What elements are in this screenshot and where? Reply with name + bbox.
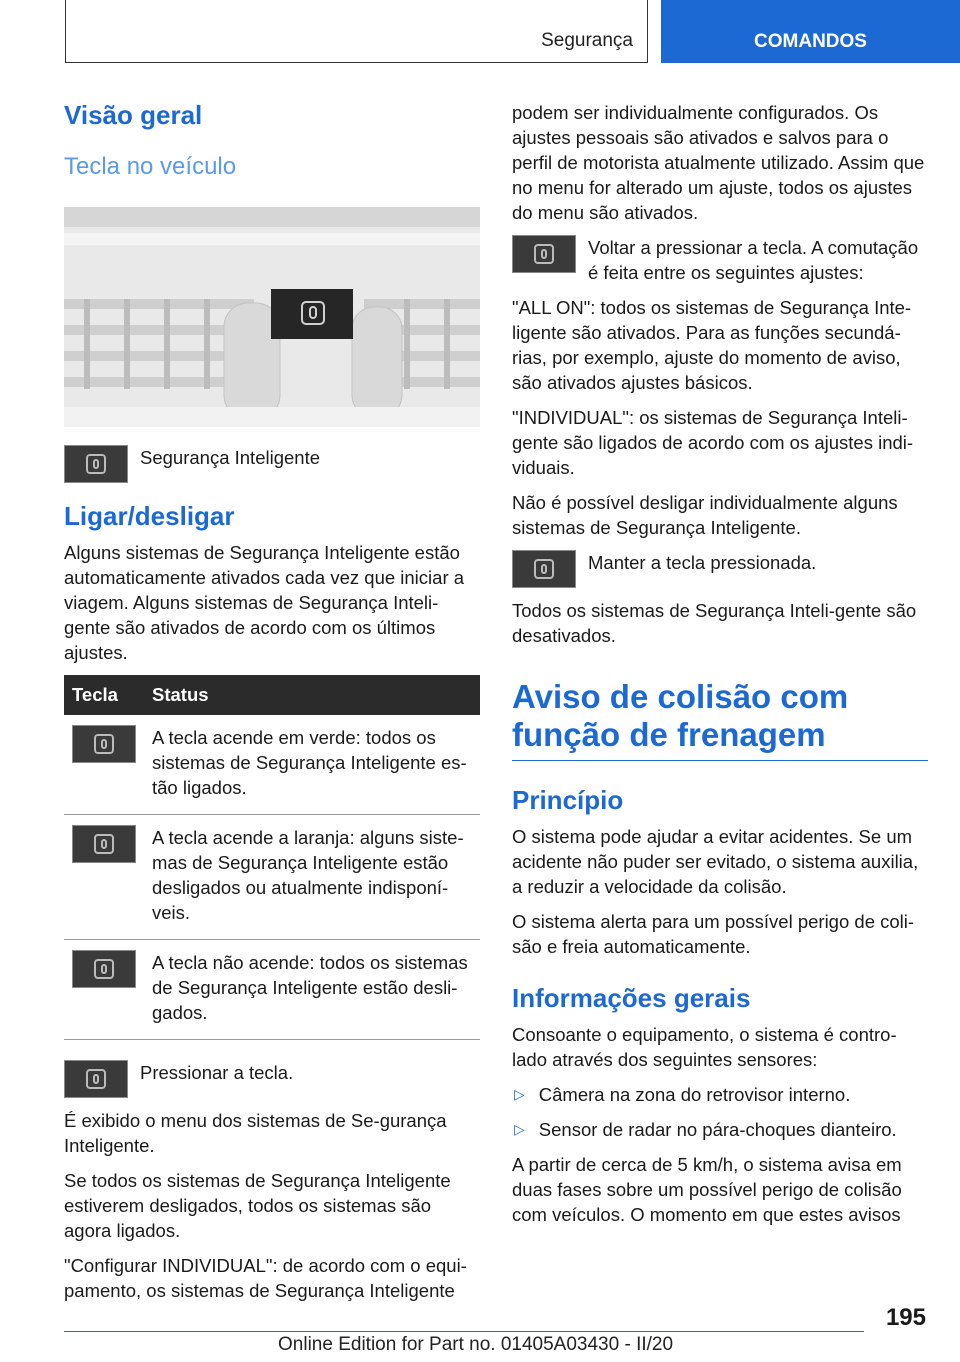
- list-item-text: Câmera na zona do retrovisor interno.: [538, 1084, 851, 1105]
- key-caption: [64, 445, 480, 483]
- header-box: [65, 0, 648, 63]
- paragraph-info-2: A partir de cerca de 5 km/h, o sistema avisa em duas fases sobre um possível perigo de colisão com veículos. O momento em que estes avisos: [512, 1154, 902, 1225]
- press-result: É exibido o menu dos sistemas de Se-gurança Inteligente.: [64, 1110, 447, 1156]
- paragraph-individual-setting: "INDIVIDUAL": os sistemas de Segurança Inteli-gente são ligados de acordo com os ajustes indi-viduais.: [512, 407, 914, 478]
- triangle-bullet-icon: ▷: [514, 1121, 525, 1137]
- table-row: [64, 940, 480, 1040]
- table-header-status: Status: [144, 675, 480, 715]
- hold-key-text: Manter a tecla pressionada.: [588, 552, 817, 573]
- status-table: [64, 675, 480, 1040]
- press-again-step: [512, 235, 928, 285]
- paragraph-individual: "Configurar INDIVIDUAL": de acordo com o equi-pamento, os sistemas de Segurança Inteligente: [64, 1255, 467, 1301]
- paragraph-principio-1: O sistema pode ajudar a evitar acidentes. Se um acidente não puder ser evitado, o sistema auxilia, a reduzir a velocidade da colisão.: [512, 826, 919, 897]
- footer-edition: Online Edition for Part no. 01405A03430 - II/20: [278, 1334, 674, 1355]
- heading-informacoes-gerais: Informações gerais: [512, 983, 751, 1013]
- footer-divider: [64, 1331, 864, 1332]
- list-item: [512, 1117, 928, 1142]
- table-cell-status: A tecla acende em verde: todos os sistemas de Segurança Inteligente es-tão ligados.: [144, 715, 480, 815]
- table-cell-status: A tecla não acende: todos os sistemas de Segurança Inteligente estão desli-gados.: [144, 940, 480, 1040]
- list-item: [512, 1082, 928, 1107]
- left-column: [64, 100, 480, 1313]
- hold-result: Todos os sistemas de Segurança Inteli-gente são desativados.: [512, 600, 917, 646]
- header-tab[interactable]: COMANDOS: [661, 0, 960, 63]
- paragraph-continued: podem ser individualmente configurados. Os ajustes pessoais são ativados e salvos para o perfil de motorista atualmente utilizado. Assim que no menu for alterado um ajuste, todos os ajustes do menu são ativados.: [512, 102, 925, 223]
- safety-key-icon: [72, 950, 136, 988]
- header-section: Segurança: [541, 30, 633, 51]
- table-header-tecla: Tecla: [64, 675, 144, 715]
- paragraph-all-off: Se todos os sistemas de Segurança Inteligente estiverem desligados, todos os sistemas são agora ligados.: [64, 1170, 451, 1241]
- table-header: [64, 675, 480, 715]
- safety-key-icon: [64, 1060, 128, 1098]
- hold-key-step: [512, 550, 928, 588]
- page-number: 195: [885, 1304, 926, 1331]
- safety-key-icon: [512, 235, 576, 273]
- table-row: [64, 815, 480, 940]
- safety-key-icon: [72, 725, 136, 763]
- table-row: [64, 715, 480, 815]
- press-key-text: Pressionar a tecla.: [140, 1062, 294, 1083]
- safety-key-icon: [512, 550, 576, 588]
- list-item-text: Sensor de radar no pára-choques dianteiro.: [538, 1119, 897, 1140]
- key-caption-text: Segurança Inteligente: [140, 447, 320, 468]
- triangle-bullet-icon: ▷: [514, 1086, 525, 1102]
- press-key-step: [64, 1060, 480, 1098]
- table-cell-status: A tecla acende a laranja: alguns siste-mas de Segurança Inteligente estão desligados ou atualmente indisponí-veis.: [144, 815, 480, 940]
- right-column: [512, 100, 928, 1237]
- vehicle-button-photo: [64, 207, 480, 427]
- dashboard-vents-illustration: [64, 207, 480, 427]
- safety-key-icon: [64, 445, 128, 483]
- paragraph-info-1: Consoante o equipamento, o sistema é contro-lado através dos seguintes sensores:: [512, 1024, 897, 1070]
- safety-key-icon: [72, 825, 136, 863]
- paragraph-principio-2: O sistema alerta para um possível perigo de coli-são e freia automaticamente.: [512, 911, 915, 957]
- heading-ligar-desligar: Ligar/desligar: [64, 501, 235, 531]
- press-again-text: Voltar a pressionar a tecla. A comutação é feita entre os seguintes ajustes:: [588, 237, 919, 283]
- heading-aviso-colisao: Aviso de colisão com função de frenagem: [512, 678, 928, 761]
- paragraph-all-on: "ALL ON": todos os sistemas de Segurança Inte-ligente são ativados. Para as funções secundá-rias, por exemplo, ajuste do momento de aviso, são ativados ajustes básicos.: [512, 297, 912, 393]
- heading-tecla: Tecla no veículo: [64, 153, 237, 180]
- heading-visao-geral: Visão geral: [64, 100, 203, 130]
- heading-principio: Princípio: [512, 785, 624, 815]
- intro-paragraph: Alguns sistemas de Segurança Inteligente estão automaticamente ativados cada vez que iniciar a viagem. Alguns sistemas de Segurança Inteli-gente são ativados de acordo com os últimos ajustes.: [64, 542, 465, 663]
- paragraph-not-possible: Não é possível desligar individualmente alguns sistemas de Segurança Inteligente.: [512, 492, 898, 538]
